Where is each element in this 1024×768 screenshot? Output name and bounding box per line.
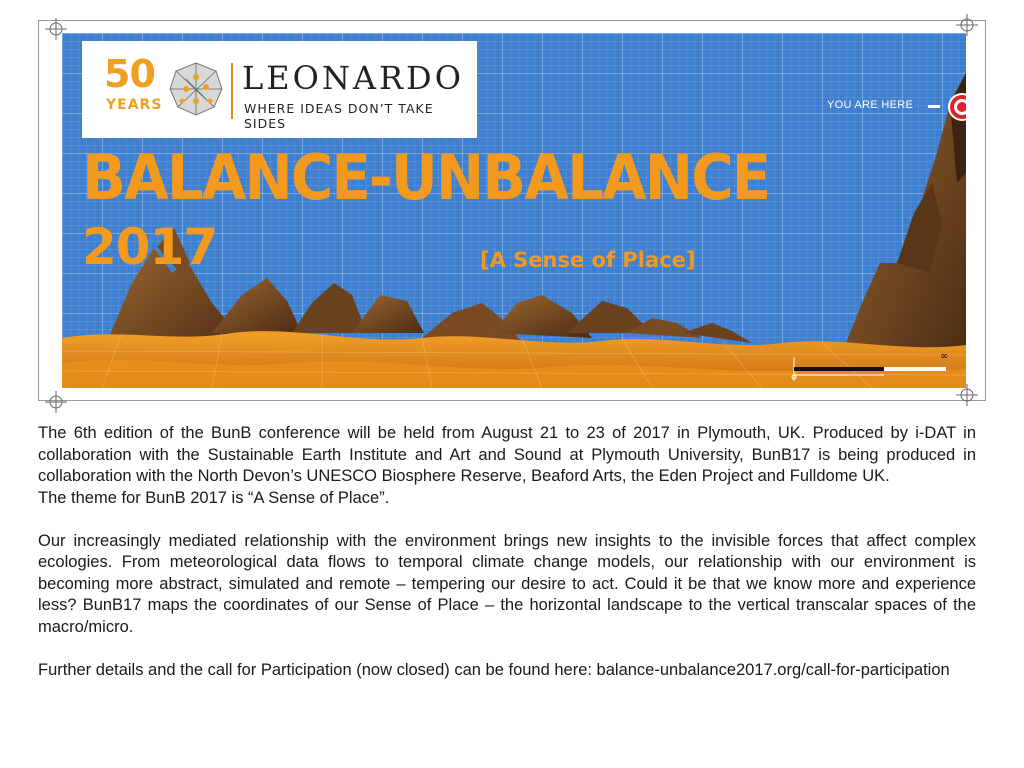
frame-line-bottom — [38, 400, 986, 401]
logo-anniversary-unit: YEARS — [106, 97, 163, 113]
brain-network-icon — [166, 59, 226, 119]
article-paragraph-intro: The 6th edition of the BunB conference will be held from August 21 to 23 of 2017 in Plymouth, UK. Produced by i-DAT in collaboration with the Sustainable Earth Institute and Art and Sound at Plymouth University, BunB17 is being produced in collaboration with the North Devon’s UNESCO Biosphere Reserve, Beaford Arts, the Eden Project and Fulldome UK. — [38, 424, 976, 485]
banner-year: 2017 — [82, 218, 218, 276]
logo-anniversary-number: 50 — [104, 52, 155, 96]
target-marker-icon — [946, 91, 966, 123]
you-are-here-dash — [928, 105, 940, 108]
svg-text:∞: ∞ — [940, 351, 949, 362]
article-paragraph-theme: The theme for BunB 2017 is “A Sense of Place”. — [38, 488, 390, 507]
scale-bar-icon — [790, 351, 960, 385]
logo-divider — [231, 63, 233, 119]
article-body — [38, 423, 976, 681]
logo-tagline: WHERE IDEAS DON’T TAKE SIDES — [244, 101, 434, 131]
logo-wordmark: LEONARDO — [242, 59, 464, 97]
banner-title: BALANCE-UNBALANCE — [82, 141, 770, 214]
paragraph-spacer — [38, 509, 976, 531]
frame-line-right — [985, 20, 986, 401]
hero-banner — [62, 33, 966, 388]
article-paragraph-participation-link[interactable]: Further details and the call for Participation (now closed) can be found here: balance-unbalance2017.org/call-for-participation — [38, 660, 950, 679]
you-are-here-label: YOU ARE HERE — [827, 99, 914, 111]
leonardo-logo[interactable] — [82, 41, 477, 138]
paragraph-spacer — [38, 638, 976, 660]
frame-line-top — [38, 20, 986, 21]
article-paragraph-description: Our increasingly mediated relationship with the environment brings new insights to the invisible forces that affect complex ecologies. From meteorological data flows to temporal climate change models, our relationship with our environment is becoming more abstract, simulated and remote – tempering our desire to act. Could it be that we know more and experience less? BunB17 maps the coordinates of our Sense of Place – the horizontal landscape to the vertical transcalar spaces of the macro/micro. — [38, 531, 976, 636]
frame-line-left — [38, 20, 39, 401]
crosshair-bottom-left-icon — [45, 391, 67, 413]
banner-subtitle: [A Sense of Place] — [480, 248, 696, 272]
